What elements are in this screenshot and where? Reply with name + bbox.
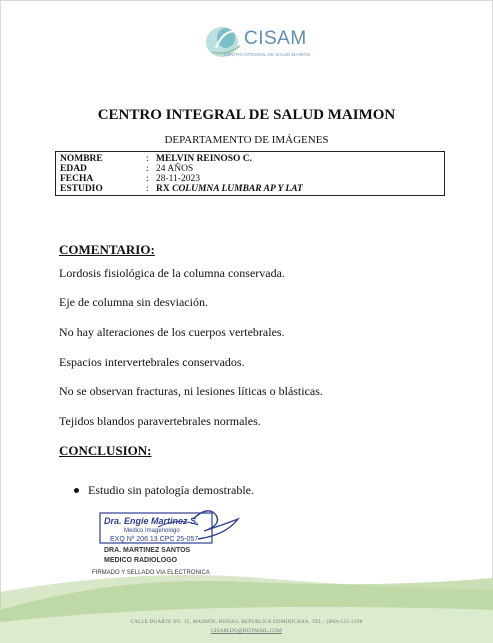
patient-age-row	[56, 164, 444, 174]
footer-address: CALLE DUARTE NO. 15, MAIMÓN, BONAO, REPUBLICA DOMINICANA, TEL.: (809)-551-2198	[130, 620, 363, 625]
footer-email[interactable]: CISAM.DO@HOTMAIL.COM	[210, 628, 283, 634]
field-label: EDAD	[60, 164, 87, 174]
conclusion-heading: CONCLUSION:	[59, 443, 152, 458]
field-colon: :	[146, 164, 149, 174]
conclusion-item	[74, 483, 254, 498]
patient-info-box	[55, 151, 445, 196]
patient-name-row	[56, 154, 444, 164]
field-label: FECHA	[60, 174, 94, 184]
field-label: NOMBRE	[60, 154, 103, 164]
patient-name-value: MELVIN REINOSO C.	[156, 154, 252, 164]
department-name: DEPARTAMENTO DE IMÁGENES	[164, 134, 329, 146]
comentario-heading: COMENTARIO:	[59, 242, 155, 257]
finding-line: Eje de columna sin desviación.	[59, 295, 208, 309]
document-title: CENTRO INTEGRAL DE SALUD MAIMON	[97, 107, 396, 123]
finding-line: Lordosis fisiológica de la columna conservada.	[59, 266, 285, 280]
signature-note: FIRMADO Y SELLADO VIA ELECTRONICA	[92, 570, 210, 576]
study-type-row	[56, 184, 444, 194]
footer-email-row	[0, 628, 493, 634]
field-label: ESTUDIO	[60, 184, 103, 194]
field-colon: :	[146, 184, 149, 194]
study-date-row	[56, 174, 444, 184]
stamp-name: Dra. Engie Martinez S.	[104, 516, 199, 526]
study-type-value	[156, 184, 303, 194]
logo-subtitle: CENTRO INTEGRAL DE SALUD MAIMON	[224, 52, 311, 57]
patient-age-value: 24 AÑOS	[156, 164, 194, 174]
field-colon: :	[146, 154, 149, 164]
finding-line: No se observan fracturas, ni lesiones líticas o blásticas.	[59, 384, 323, 398]
finding-line: Tejidos blandos paravertebrales normales.	[59, 414, 261, 428]
doctor-name: DRA. MARTINEZ SANTOS	[104, 547, 191, 554]
conclusion-text: Estudio sin patología demostrable.	[88, 483, 254, 497]
finding-line: No hay alteraciones de los cuerpos vertebrales.	[59, 325, 285, 339]
study-date-value: 28-11-2023	[156, 174, 200, 184]
study-prefix: RX	[156, 184, 170, 194]
doctor-role: MEDICO RADIOLOGO	[104, 557, 178, 564]
stamp-exequatur: EXQ Nº 206 13 CPC 25-057	[110, 536, 199, 543]
stamp-role: Medico Imagenologo	[124, 528, 180, 534]
cisam-logo	[200, 18, 310, 70]
logo-text: CISAM	[244, 28, 307, 49]
bullet-icon	[74, 488, 79, 493]
finding-line: Espacios intervertebrales conservados.	[59, 355, 245, 369]
study-name: COLUMNA LUMBAR AP Y LAT	[172, 184, 303, 194]
field-colon: :	[146, 174, 149, 184]
